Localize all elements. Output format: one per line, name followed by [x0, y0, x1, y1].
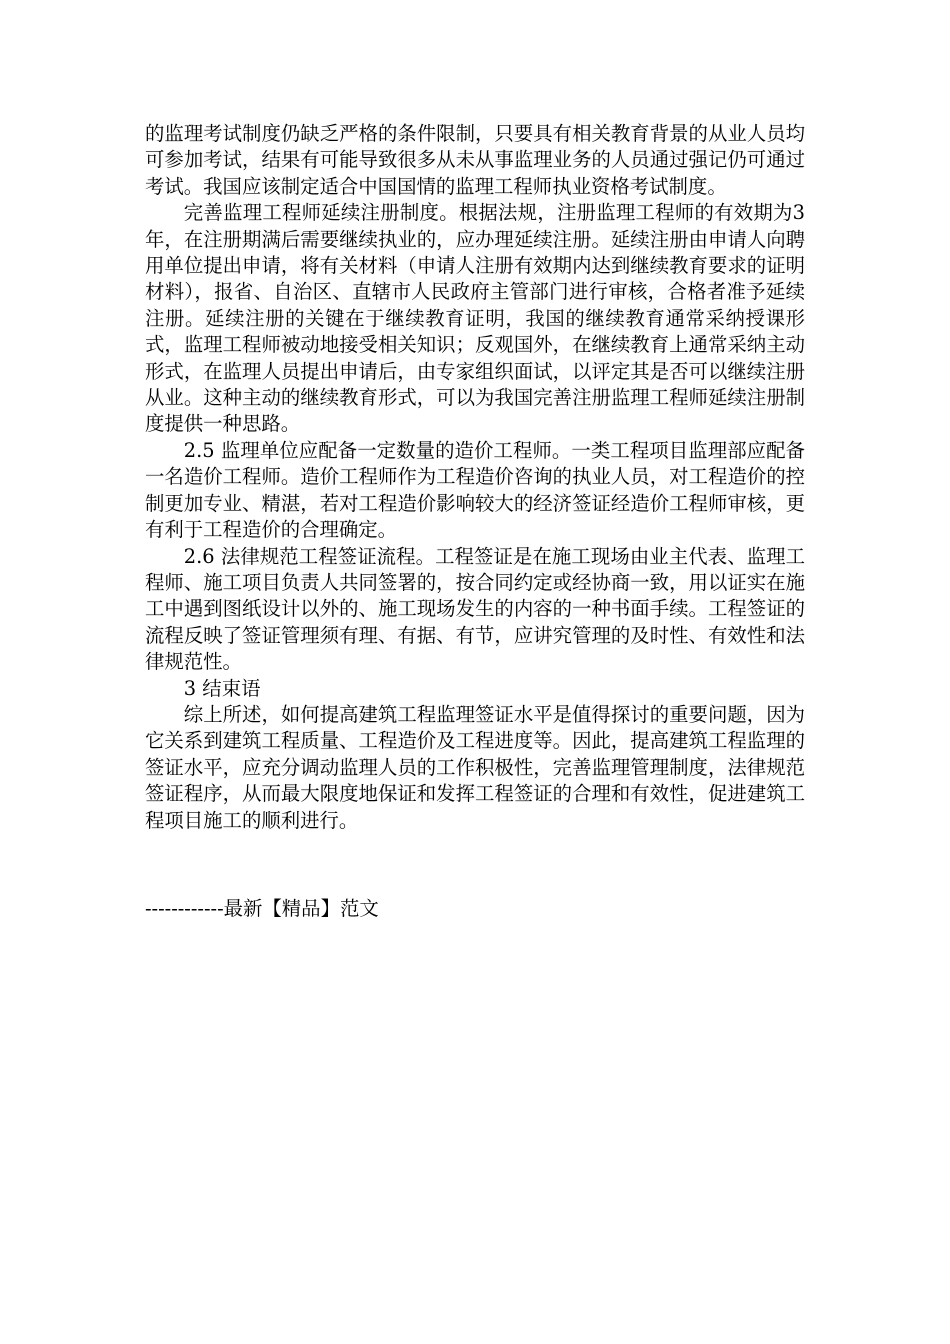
document-body — [145, 121, 805, 834]
paragraph-cost-engineer: 2.5 监理单位应配备一定数量的造价工程师。一类工程项目监理部应配备一名造价工程师。造价工程师作为工程造价咨询的执业人员，对工程造价的控制更加专业、精湛，若对工程造价影响较大的经济签证经造价工程师审核，更有利于工程造价的合理确定。 — [145, 438, 805, 542]
paragraph-renewal-registration: 完善监理工程师延续注册制度。根据法规，注册监理工程师的有效期为3年，在注册期满后需要继续执业的，应办理延续注册。延续注册由申请人向聘用单位提出申请，将有关材料（申请人注册有效期内达到继续教育要求的证明材料），报省、自治区、直辖市人民政府主管部门进行审核，合格者准予延续注册。延续注册的关键在于继续教育证明，我国的继续教育通常采纳授课形式，监理工程师被动地接受相关知识；反观国外，在继续教育上通常采纳主动形式，在监理人员提出申请后，由专家组织面试，以评定其是否可以继续注册从业。这种主动的继续教育形式，可以为我国完善注册监理工程师延续注册制度提供一种思路。 — [145, 201, 805, 436]
paragraph-visa-process: 2.6 法律规范工程签证流程。工程签证是在施工现场由业主代表、监理工程师、施工项目负责人共同签署的，按合同约定或经协商一致，用以证实在施工中遇到图纸设计以外的、施工现场发生的内容的一种书面手续。工程签证的流程反映了签证管理须有理、有据、有节，应讲究管理的及时性、有效性和法律规范性。 — [145, 544, 805, 674]
paragraph-exam-system: 的监理考试制度仍缺乏严格的条件限制，只要具有相关教育背景的从业人员均可参加考试，结果有可能导致很多从未从事监理业务的人员通过强记仍可通过考试。我国应该制定适合中国国情的监理工程师执业资格考试制度。 — [145, 122, 805, 198]
section-heading-conclusion: 3 结束语 — [183, 676, 261, 700]
paragraph-conclusion: 综上所述，如何提高建筑工程监理签证水平是值得探讨的重要问题，因为它关系到建筑工程质量、工程造价及工程进度等。因此，提高建筑工程监理的签证水平，应充分调动监理人员的工作积极性，完善监理管理制度，法律规范签证程序，从而最大限度地保证和发挥工程签证的合理和有效性，促进建筑工程项目施工的顺利进行。 — [145, 702, 805, 832]
footer-tagline: ------------最新【精品】范文 — [145, 897, 379, 920]
